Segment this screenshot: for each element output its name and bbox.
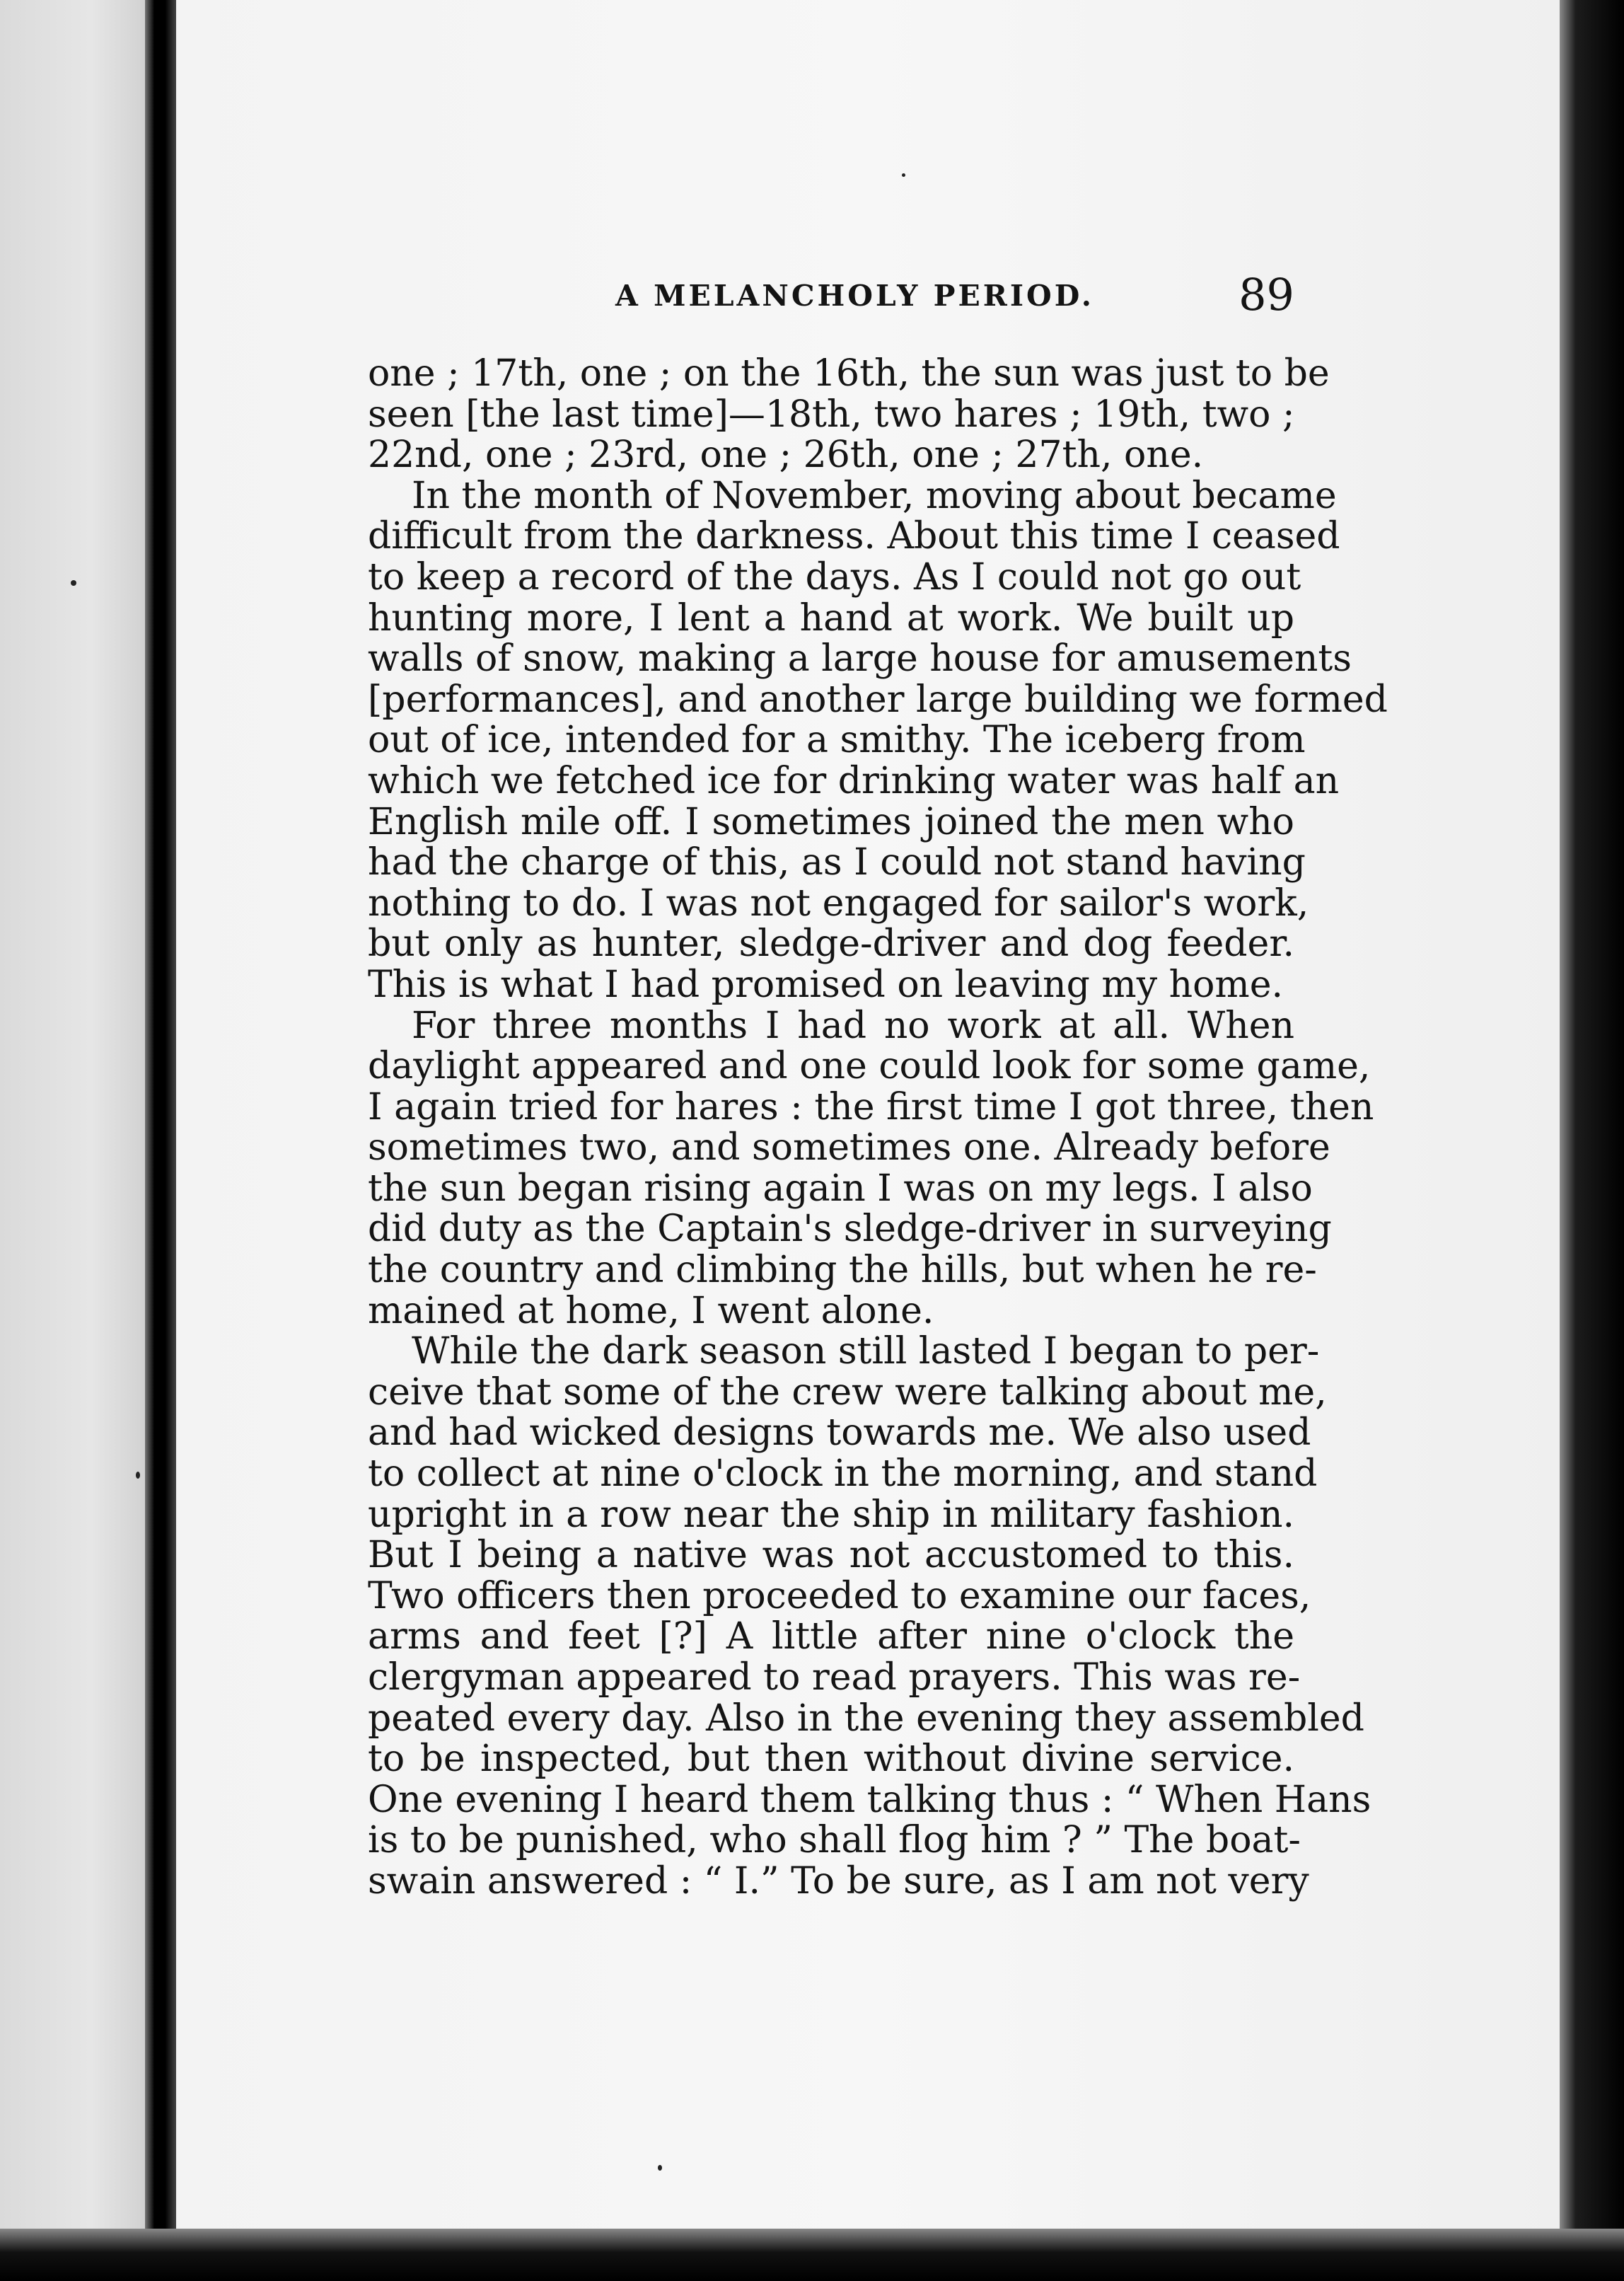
text-line: Two officers then proceeded to examine our faces,	[368, 1574, 1311, 1617]
text-line: daylight appeared and one could look for some game,	[368, 1045, 1371, 1088]
text-line: This is what I had promised on leaving my home.	[368, 963, 1284, 1006]
paragraph	[368, 474, 1388, 1006]
text-line: to collect at nine o'clock in the morning, and stand	[368, 1453, 1318, 1496]
body-text	[368, 352, 1388, 1902]
text-line: I again tried for hares : the first time I got three, then	[368, 1085, 1374, 1128]
text-line: In the month of November, moving about became	[412, 474, 1337, 517]
running-title: A MELANCHOLY PERIOD.	[615, 279, 1095, 313]
dust-speck	[136, 1472, 140, 1479]
text-line: sometimes two, and sometimes one. Already before	[368, 1126, 1330, 1170]
dust-speck	[71, 580, 76, 586]
text-line: arms and feet [?] A little after nine o'clock the	[368, 1615, 1294, 1658]
text-line: While the dark season still lasted I began to per-	[412, 1330, 1320, 1373]
text-line: had the charge of this, as I could not stand having	[368, 841, 1306, 884]
text-line: One evening I heard them talking thus : “ When Hans	[368, 1778, 1371, 1821]
text-line: but only as hunter, sledge-driver and dog feeder.	[368, 923, 1294, 966]
text-line: English mile off. I sometimes joined the men who	[368, 800, 1294, 843]
page-header	[615, 269, 1294, 325]
text-line: [performances], and another large building we formed	[368, 678, 1388, 721]
text-line: ceive that some of the crew were talking about me,	[368, 1370, 1327, 1414]
paragraph	[368, 1004, 1374, 1332]
text-line: walls of snow, making a large house for amusements	[368, 637, 1352, 681]
text-line: out of ice, intended for a smithy. The iceberg from	[368, 719, 1306, 762]
text-line: mained at home, I went alone.	[368, 1289, 934, 1332]
text-line: upright in a row near the ship in military fashion.	[368, 1493, 1294, 1536]
text-line: seen [the last time]—18th, two hares ; 19th, two ;	[368, 393, 1295, 436]
text-line: difficult from the darkness. About this time I ceased	[368, 515, 1340, 558]
text-line: the sun began rising again I was on my legs. I also	[368, 1167, 1313, 1210]
text-line: clergyman appeared to read prayers. This was re-	[368, 1656, 1301, 1699]
left-page-edge	[0, 0, 152, 2281]
text-line: 22nd, one ; 23rd, one ; 26th, one ; 27th, one.	[368, 434, 1204, 477]
paragraph	[368, 352, 1330, 477]
text-line: is to be punished, who shall flog him ? ” The boat-	[368, 1819, 1301, 1862]
text-line: hunting more, I lent a hand at work. We built up	[368, 596, 1294, 640]
text-line: to keep a record of the days. As I could not go out	[368, 555, 1301, 599]
binding-gutter	[145, 0, 176, 2281]
page-number: 89	[1239, 269, 1294, 321]
text-line: But I being a native was not accustomed to this.	[368, 1534, 1294, 1577]
text-line: the country and climbing the hills, but when he re-	[368, 1249, 1317, 1292]
dust-speck	[658, 2165, 662, 2171]
text-line: to be inspected, but then without divine service.	[368, 1738, 1294, 1781]
text-line: one ; 17th, one ; on the 16th, the sun was just to be	[368, 352, 1330, 395]
text-line: did duty as the Captain's sledge-driver in surveying	[368, 1208, 1332, 1251]
text-line: swain answered : “ I.” To be sure, as I am not very	[368, 1859, 1309, 1902]
paragraph	[368, 1330, 1371, 1902]
text-line: For three months I had no work at all. When	[412, 1004, 1294, 1047]
text-line: nothing to do. I was not engaged for sailor's work,	[368, 882, 1309, 925]
right-scan-border	[1560, 0, 1624, 2281]
bottom-scan-border	[0, 2229, 1624, 2281]
text-line: and had wicked designs towards me. We also used	[368, 1411, 1311, 1455]
dust-speck	[902, 173, 905, 177]
text-line: which we fetched ice for drinking water was half an	[368, 759, 1340, 802]
text-line: peated every day. Also in the evening they assembled	[368, 1697, 1364, 1740]
